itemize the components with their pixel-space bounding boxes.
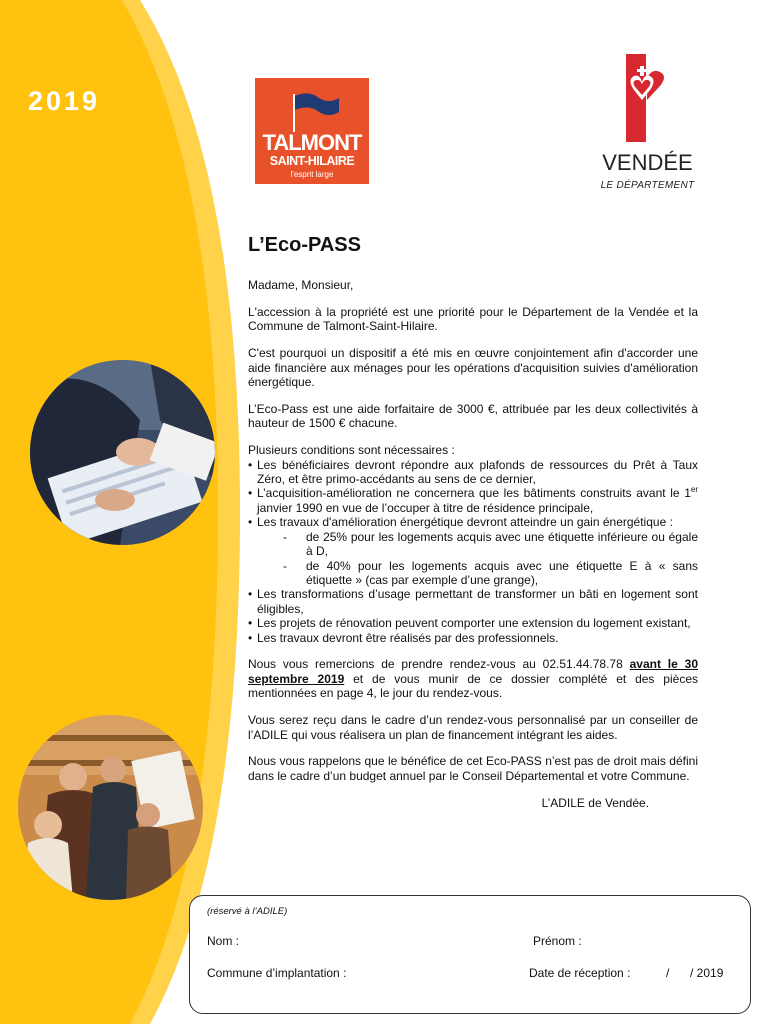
conditions-intro: Plusieurs conditions sont nécessaires : — [248, 443, 455, 458]
paragraph-dispositif: C'est pourquoi un dispositif a été mis en œuvre conjointement afin d'accorder une aide financière aux ménages pour les opérations d'acquisition suivies d'amélioration énergétique. — [248, 346, 698, 390]
sublist-item: - de 40% pour les logements acquis avec une étiquette E à « sans étiquette » (cas par exemple d’une grange), — [283, 559, 698, 588]
year-label: 2019 — [28, 86, 101, 116]
vendee-logo-subtitle: LE DÉPARTEMENT — [600, 180, 695, 191]
condition-item: • Les travaux devront être réalisés par des professionnels. — [248, 631, 698, 645]
vendee-logo — [590, 50, 705, 200]
paragraph-advisor: Vous serez reçu dans le cadre d’un rendez-vous personnalisé par un conseiller de l’ADILE qui vous réalisera un plan de financement intégrant les aides. — [248, 713, 698, 742]
conditions-list — [248, 458, 698, 645]
talmont-logo-line1: TALMONT — [262, 130, 362, 155]
paragraph-priority: L'accession à la propriété est une priorité pour le Département de la Vendée et la Commune de Talmont-Saint-Hilaire. — [248, 304, 698, 334]
photo-document-meeting — [30, 360, 215, 545]
talmont-logo — [255, 78, 369, 184]
condition-item: • Les projets de rénovation peuvent comporter une extension du logement existant, — [248, 616, 698, 630]
salutation: Madame, Monsieur, — [248, 278, 354, 292]
letter-body — [248, 232, 698, 810]
condition-item: • Les bénéficiaires devront répondre aux plafonds de ressources du Prêt à Taux Zéro, et être primo-accédants au sens de ce dernier, — [248, 458, 698, 487]
letter-title: L’Eco-PASS — [248, 234, 361, 256]
paragraph-appointment: Nous vous remercions de prendre rendez-vous au 02.51.44.78.78 avant le 30 septembre 2019 et de vous munir de ce dossier complété et des pièces mentionnées en page 4, le jour du rendez-vous. — [248, 657, 698, 701]
condition-item: • Les travaux d'amélioration énergétique devront atteindre un gain énergétique : - de 25% pour les logements acquis avec une étiquette inférieure ou égale à D, - de 40% pour les logements acquis avec une étiquette E à « sans étiquette » (cas par exemple d’une grange), — [248, 515, 698, 587]
commune-field-label: Commune d’implantation : — [207, 966, 347, 980]
prenom-field-label: Prénom : — [533, 934, 582, 948]
date-separator: / — [666, 966, 670, 980]
signature: L’ADILE de Vendée. — [541, 795, 649, 810]
reserved-form-box — [189, 895, 751, 1014]
vendee-logo-name: VENDÉE — [602, 150, 693, 175]
talmont-logo-tagline: l'esprit large — [290, 170, 334, 179]
talmont-logo-line2: SAINT-HILAIRE — [269, 154, 355, 168]
sublist-item: - de 25% pour les logements acquis avec une étiquette inférieure ou égale à D, — [283, 530, 698, 559]
vendee-heart-emblem — [590, 50, 705, 150]
photo-visit-construction — [18, 715, 203, 900]
condition-item: • Les transformations d’usage permettant de transformer un bâti en logement sont éligibles, — [248, 587, 698, 616]
date-year: / 2019 — [690, 966, 724, 980]
nom-field-label: Nom : — [207, 934, 240, 948]
reserved-label: (réservé à l’ADILE) — [207, 906, 288, 917]
paragraph-aid-amount: L’Eco-Pass est une aide forfaitaire de 3000 €, attribuée par les deux collectivités à hauteur de 1500 € chacune. — [248, 401, 698, 431]
energy-gain-sublist — [257, 530, 698, 588]
condition-item: • L’acquisition-amélioration ne concernera que les bâtiments construits avant le 1er janvier 1990 en vue de l’occuper à titre de résidence principale, — [248, 486, 698, 515]
paragraph-reminder: Nous vous rappelons que le bénéfice de cet Eco-PASS n’est pas de droit mais défini dans le cadre d’un budget annuel par le Conseil Départemental et votre Commune. — [248, 754, 698, 783]
date-reception-label: Date de réception : — [529, 966, 631, 980]
deadline-text: avant le 30 septembre 2019 — [248, 657, 698, 686]
